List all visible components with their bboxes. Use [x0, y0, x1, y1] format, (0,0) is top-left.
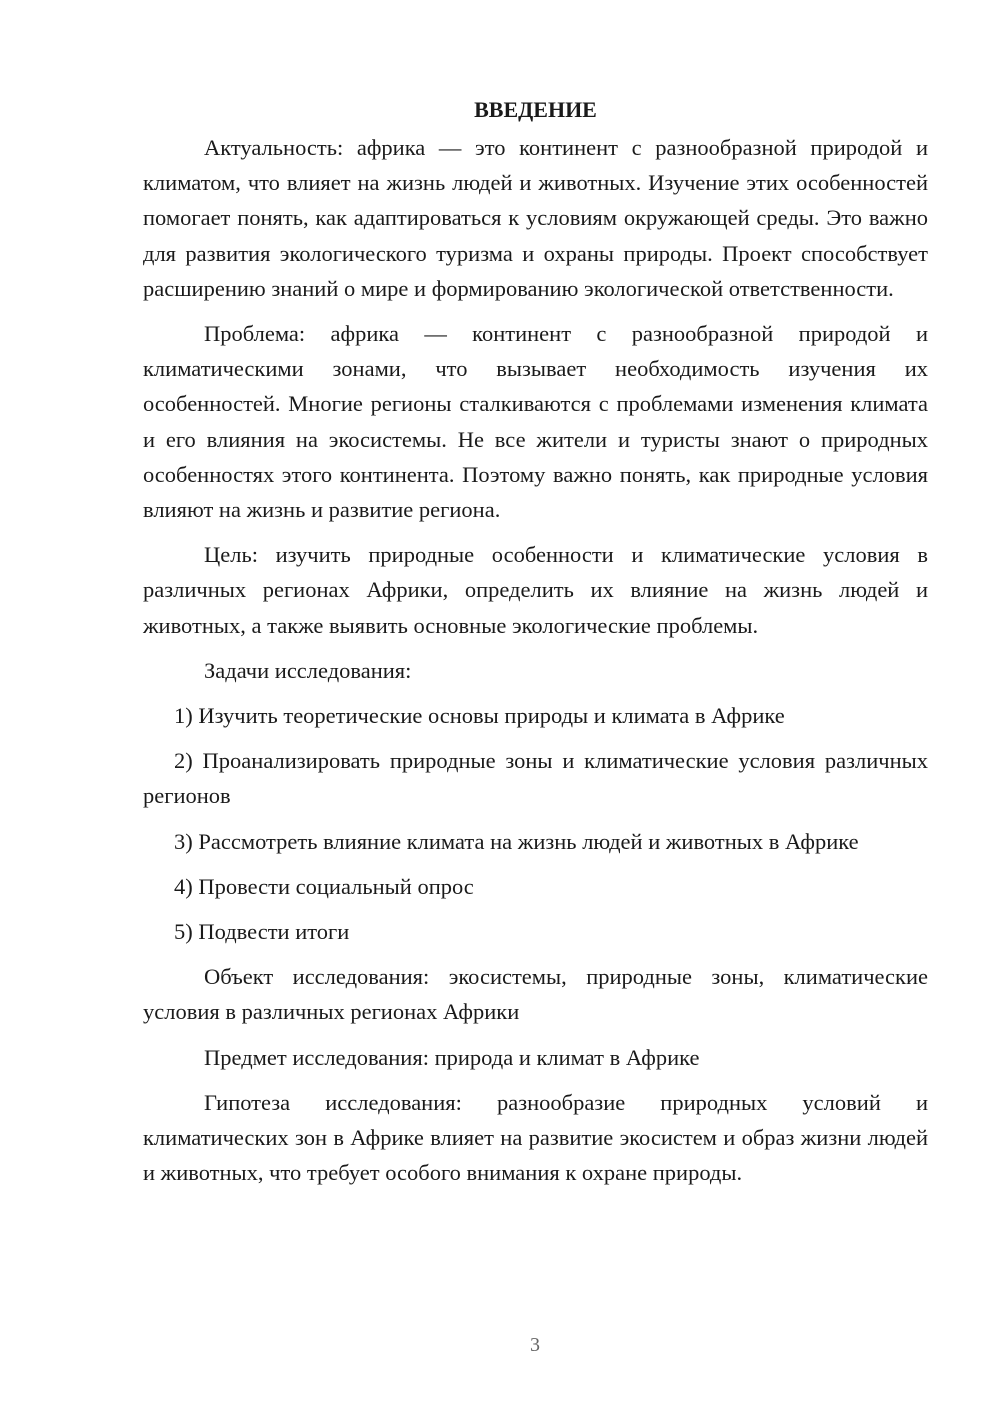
tasks-heading: Задачи исследования: [204, 657, 412, 683]
task-item-2: 2) Проанализировать природные зоны и климатические условия различных регионов [143, 748, 928, 809]
paragraph-problem: Проблема: африка — континент с разнообразной природой и климатическими зонами, что вызывает необходимость изучения их особенностей. Многие регионы сталкиваются с проблемами изменения климата и его влияния на экосистемы. Не все жители и туристы знают о природных особенностях этого континента. Поэтому важно понять, как природные условия влияют на жизнь и развитие региона. [143, 321, 928, 523]
task-item-1: 1) Изучить теоретические основы природы и климата в Африке [174, 703, 785, 729]
page-number: 3 [530, 1334, 540, 1356]
paragraph-hypothesis: Гипотеза исследования: разнообразие природных условий и климатических зон в Африке влияет на развитие экосистем и образ жизни людей и животных, что требует особого внимания к охране природы. [143, 1089, 928, 1186]
section-title: ВВЕДЕНИЕ [474, 97, 597, 122]
paragraph-relevance: Актуальность: африка — это континент с разнообразной природой и климатом, что влияет на жизнь людей и животных. Изучение этих особенностей помогает понять, как адаптироваться к условиям окружающей среды. Это важно для развития экологического туризма и охраны природы. Проект способствует расширению знаний о мире и формированию экологической ответственности. [143, 135, 928, 301]
paragraph-goal: Цель: изучить природные особенности и климатические условия в различных регионах Африки, определить их влияние на жизнь людей и животных, а также выявить основные экологические проблемы. [143, 542, 928, 638]
task-item-3: 3) Рассмотреть влияние климата на жизнь людей и животных в Африке [174, 828, 859, 854]
task-item-5: 5) Подвести итоги [174, 919, 350, 945]
paragraph-subject: Предмет исследования: природа и климат в Африке [204, 1044, 700, 1070]
document-page [143, 92, 928, 1190]
paragraph-object: Объект исследования: экосистемы, природные зоны, климатические условия в различных регионах Африки [143, 964, 928, 1025]
task-item-4: 4) Провести социальный опрос [174, 873, 474, 899]
